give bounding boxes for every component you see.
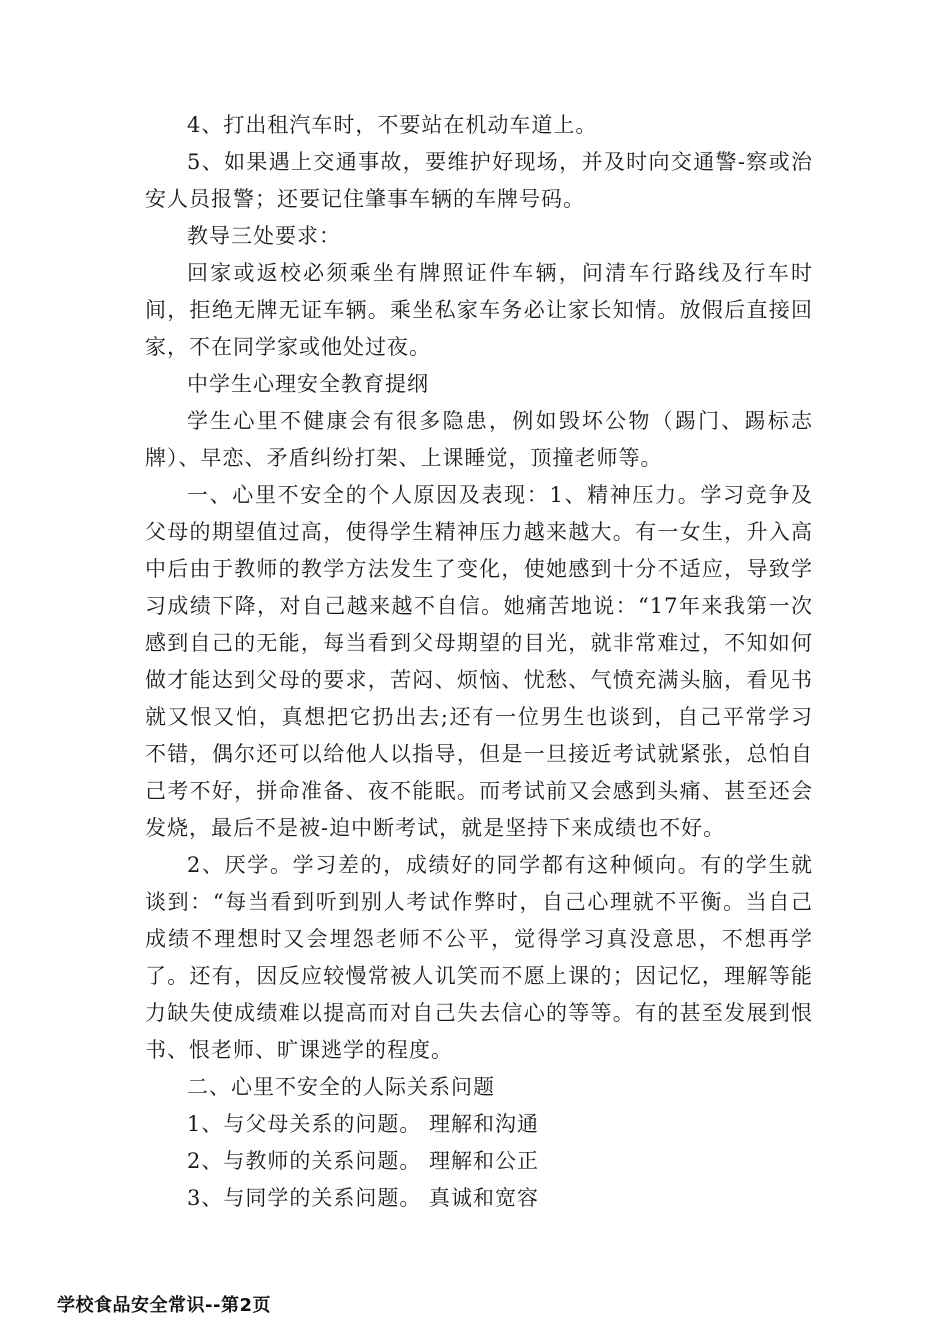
paragraph-personal-causes: 一、心里不安全的个人原因及表现：1、精神压力。学习竞争及父母的期望值过高，使得学生精神压力越来越大。有一女生，升入高中后由于教师的教学方法发生了变化，使她感到十分不适应，导致学习成绩下降，对自己越来越不自信。她痛苦地说：“17年来我第一次感到自己的无能，每当看到父母期望的目光，就非常难过，不知如何做才能达到父母的要求，苦闷、烦恼、忧愁、气愤充满头脑，看见书就又恨又怕，真想把它扔出去;还有一位男生也谈到，自己平常学习不错，偶尔还可以给他人以指导，但是一旦接近考试就紧张，总怕自己考不好，拼命准备、夜不能眠。而考试前又会感到头痛、甚至还会发烧，最后不是被-迫中断考试，就是坚持下来成绩也不好。 [145, 483, 813, 840]
paragraph-requirements: 回家或返校必须乘坐有牌照证件车辆，问清车行路线及行车时间，拒绝无牌无证车辆。乘坐私家车务必让家长知情。放假后直接回家，不在同学家或他处过夜。 [145, 261, 813, 359]
paragraph-intro: 学生心里不健康会有很多隐患，例如毁坏公物（踢门、踢标志牌）、早恋、矛盾纠纷打架、上课睡觉，顶撞老师等。 [145, 409, 813, 470]
section-title: 中学生心理安全教育提纲 [187, 372, 429, 396]
list-item-teachers: 2、与教师的关系问题。 理解和公正 [187, 1149, 540, 1173]
paragraph-requirements-heading: 教导三处要求： [187, 224, 341, 248]
paragraph-traffic-taxi: 4、打出租汽车时，不要站在机动车道上。 [187, 113, 598, 137]
paragraph-relationships-heading: 二、心里不安全的人际关系问题 [187, 1075, 495, 1099]
paragraph-traffic-accident: 5、如果遇上交通事故，要维护好现场，并及时向交通警-察或治安人员报警；还要记住肇事车辆的车牌号码。 [145, 150, 813, 211]
list-item-parents: 1、与父母关系的问题。 理解和沟通 [187, 1112, 540, 1136]
document-body [145, 107, 813, 1217]
page-footer: 学校食品安全常识--第2页 [57, 1295, 271, 1316]
list-item-classmates: 3、与同学的关系问题。 真诚和宽容 [187, 1186, 540, 1210]
paragraph-study-aversion: 2、厌学。学习差的，成绩好的同学都有这种倾向。有的学生就谈到：“每当看到听到别人考试作弊时，自己心理就不平衡。当自己成绩不理想时又会埋怨老师不公平，觉得学习真没意思，不想再学了。还有，因反应较慢常被人讥笑而不愿上课的；因记忆，理解等能力缺失使成绩难以提高而对自己失去信心的等等。有的甚至发展到恨书、恨老师、旷课逃学的程度。 [145, 853, 813, 1062]
